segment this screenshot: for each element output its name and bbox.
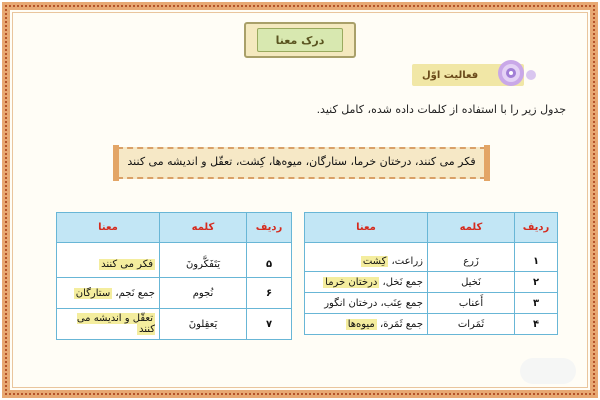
meaning-answer: میوه‌ها <box>347 318 375 330</box>
meaning-cell <box>57 243 160 278</box>
table-row <box>305 314 558 335</box>
row-number: ۱ <box>515 243 558 272</box>
table-row <box>57 309 292 340</box>
meaning-answer: فکر می کنند <box>101 258 153 270</box>
row-number: ۲ <box>515 272 558 293</box>
watermark <box>520 358 576 384</box>
arabic-word: یَتَفَکَّرونَ <box>160 243 247 278</box>
meaning-answer: کِشت <box>362 255 387 267</box>
row-number: ۵ <box>247 243 292 278</box>
instruction-text: جدول زیر را با استفاده از کلمات داده شده، کامل کنید. <box>316 103 566 116</box>
col-header-word: کلمه <box>428 213 515 243</box>
row-number: ۴ <box>515 314 558 335</box>
meaning-answer: ستارگان <box>75 287 111 299</box>
vocabulary-table-right <box>304 212 558 335</box>
activity-label: فعالیت اوّل <box>422 69 479 81</box>
meaning-prefix: زراعت، <box>391 255 423 267</box>
table-row <box>57 278 292 309</box>
table-row <box>305 272 558 293</box>
meaning-prefix: جمع نَخل، <box>382 276 423 288</box>
meaning-prefix: جمع نَجم، <box>115 287 155 299</box>
meaning-answer: درختان خرما <box>325 276 378 288</box>
arabic-word: ثَمَرات <box>428 314 515 335</box>
section-title-box <box>244 22 356 58</box>
row-number: ۳ <box>515 293 558 314</box>
dot-ornament-icon <box>524 68 538 82</box>
col-header-meaning: معنا <box>57 213 160 243</box>
meaning-prefix: جمع عِنَب، درختان انگور <box>324 297 423 309</box>
vocabulary-table-left <box>56 212 292 340</box>
arabic-word: أَعناب <box>428 293 515 314</box>
section-title: درک معنا <box>257 28 343 52</box>
meaning-cell <box>305 314 428 335</box>
row-number: ۷ <box>247 309 292 340</box>
arabic-word: یَعقِلونَ <box>160 309 247 340</box>
meaning-prefix: جمع ثَمَرة، <box>379 318 423 330</box>
table-row <box>305 243 558 272</box>
word-bank-scroll <box>113 145 490 181</box>
col-header-word: کلمه <box>160 213 247 243</box>
meaning-cell <box>305 293 428 314</box>
meaning-cell <box>57 309 160 340</box>
word-bank-text: فکر می کنند، درختان خرما، ستارگان، میوه‌ها، کِشت، تعقّل و اندیشه می کنند <box>127 155 476 168</box>
meaning-cell <box>305 243 428 272</box>
arabic-word: نُجوم <box>160 278 247 309</box>
meaning-cell <box>305 272 428 293</box>
flower-ornament-icon <box>496 58 526 88</box>
meaning-cell <box>57 278 160 309</box>
table-row <box>57 243 292 278</box>
arabic-word: نَخیل <box>428 272 515 293</box>
col-header-meaning: معنا <box>305 213 428 243</box>
col-header-row: ردیف <box>515 213 558 243</box>
arabic-word: زَرع <box>428 243 515 272</box>
table-row <box>305 293 558 314</box>
col-header-row: ردیف <box>247 213 292 243</box>
row-number: ۶ <box>247 278 292 309</box>
meaning-answer: تعقّل و اندیشه می کنند <box>76 313 155 335</box>
